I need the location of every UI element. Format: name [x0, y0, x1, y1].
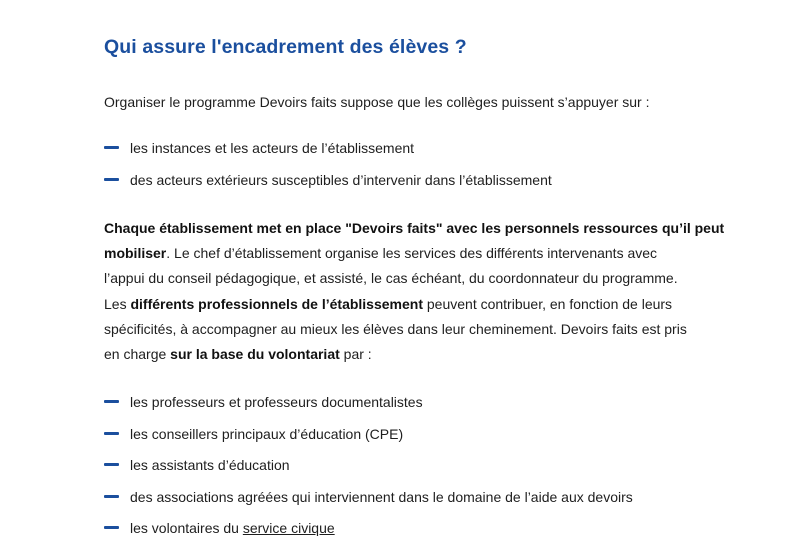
- body-paragraph: [104, 216, 725, 367]
- dash-bullet-icon: [104, 463, 119, 466]
- paragraph-line: [104, 342, 704, 367]
- paragraph-line: [104, 241, 704, 266]
- dash-bullet-icon: [104, 400, 119, 403]
- section-heading: Qui assure l'encadrement des élèves ?: [104, 36, 467, 58]
- paragraph-text: peuvent contribuer, en fonction de leurs: [423, 295, 673, 312]
- paragraph-line: [104, 216, 725, 241]
- paragraph-text: Les: [104, 295, 131, 312]
- dash-bullet-icon: [104, 146, 119, 149]
- list-item-text: des acteurs extérieurs susceptibles d’intervenir dans l’établissement: [130, 171, 552, 188]
- paragraph-text: . Le chef d’établissement organise les services des différents intervenants avec: [166, 245, 658, 262]
- dash-bullet-icon: [104, 432, 119, 435]
- list-item-text: [130, 518, 335, 538]
- dash-bullet-icon: [104, 178, 119, 181]
- paragraph-text: en charge: [104, 346, 171, 363]
- bold-text: mobiliser: [104, 245, 167, 262]
- list-item-text: les assistants d’éducation: [130, 457, 290, 473]
- dash-bullet-icon: [104, 495, 119, 498]
- bold-text: Chaque établissement met en place "Devoirs faits" avec les personnels ressources qu’il peut: [104, 220, 725, 236]
- paragraph-text: par :: [339, 346, 372, 363]
- bold-text: sur la base du volontariat: [170, 346, 340, 363]
- list-item-text: les instances et les acteurs de l’établissement: [130, 140, 415, 156]
- intro-text: Organiser le programme Devoirs faits suppose que les collèges puissent s’appuyer sur :: [104, 94, 650, 110]
- paragraph-line: l’appui du conseil pédagogique, et assisté, le cas échéant, du coordonnateur du programme.: [104, 270, 678, 287]
- dash-bullet-icon: [104, 526, 119, 529]
- list-item-text: les conseillers principaux d’éducation (CPE): [130, 425, 404, 442]
- paragraph-line: [104, 292, 704, 317]
- list-item-text: les professeurs et professeurs documentalistes: [130, 394, 423, 410]
- list-item-prefix: les volontaires du: [130, 520, 243, 536]
- paragraph-line: spécificités, à accompagner au mieux les élèves dans leur cheminement. Devoirs faits est pris: [104, 320, 687, 337]
- bold-text: différents professionnels de l’établissement: [130, 295, 423, 312]
- service-civique-link[interactable]: service civique: [242, 520, 335, 536]
- list-item-text: des associations agréées qui interviennent dans le domaine de l’aide aux devoirs: [130, 488, 633, 505]
